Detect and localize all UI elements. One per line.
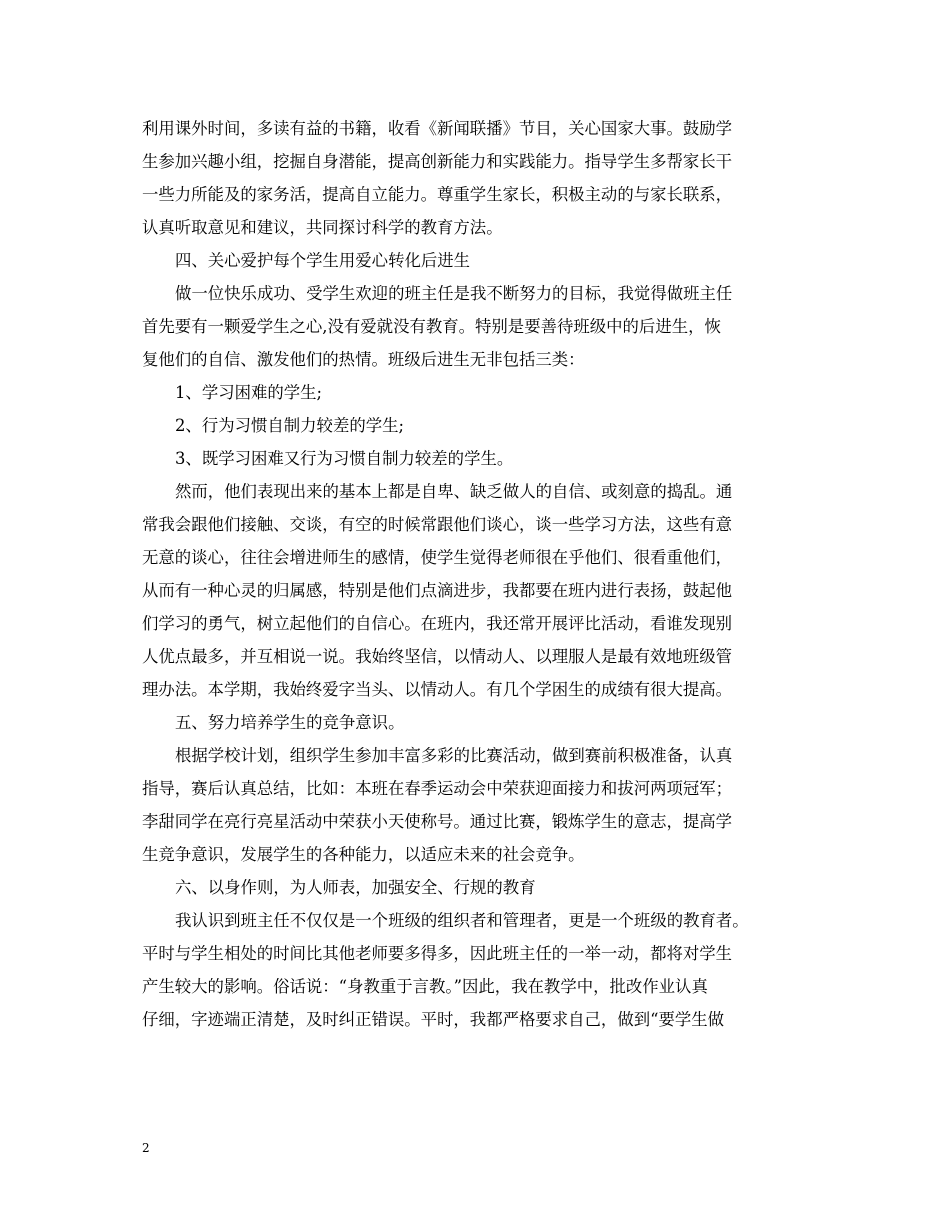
text-line: 李甜同学在亮行亮星活动中荣获小天使称号。通过比赛，锻炼学生的意志，提高学 <box>142 812 733 831</box>
text-line: 常我会跟他们接触、交谈，有空的时候常跟他们谈心，谈一些学习方法，这些有意 <box>142 515 733 534</box>
text-line: 五、努力培养学生的竞争意识。 <box>175 713 405 732</box>
page-number: 2 <box>142 1141 150 1155</box>
text-line: 一些力所能及的家务活，提高自立能力。尊重学生家长，积极主动的与家长联系， <box>142 185 733 204</box>
text-line: 从而有一种心灵的归属感，特别是他们点滴进步，我都要在班内进行表扬，鼓起他 <box>142 581 733 600</box>
text-line: 1、学习困难的学生; <box>175 383 323 402</box>
text-line: 四、关心爱护每个学生用爱心转化后进生 <box>175 251 471 270</box>
text-line: 复他们的自信、激发他们的热情。班级后进生无非包括三类： <box>142 350 585 369</box>
text-line: 指导，赛后认真总结，比如：本班在春季运动会中荣获迎面接力和拔河两项冠军； <box>142 779 733 798</box>
text-line: 根据学校计划，组织学生参加丰富多彩的比赛活动，做到赛前积极准备，认真 <box>175 746 733 765</box>
text-line: 2、行为习惯自制力较差的学生; <box>175 416 405 435</box>
text-line: 无意的谈心，往往会增进师生的感情，使学生觉得老师很在乎他们、很看重他们， <box>142 548 733 567</box>
text-line: 仔细，字迹端正清楚，及时纠正错误。平时，我都严格要求自己，做到“要学生做 <box>142 1010 725 1029</box>
text-line: 做一位快乐成功、受学生欢迎的班主任是我不断努力的目标，我觉得做班主任 <box>175 284 733 303</box>
body-text <box>142 112 812 1036</box>
text-line: 我认识到班主任不仅仅是一个班级的组织者和管理者，更是一个班级的教育者。 <box>175 911 749 930</box>
text-line: 平时与学生相处的时间比其他老师要多得多，因此班主任的一举一动，都将对学生 <box>142 944 733 963</box>
text-line: 3、既学习困难又行为习惯自制力较差的学生。 <box>175 449 514 468</box>
text-line: 们学习的勇气，树立起他们的自信心。在班内，我还常开展评比活动，看谁发现别 <box>142 614 733 633</box>
text-line: 人优点最多，并互相说一说。我始终坚信，以情动人、以理服人是最有效地班级管 <box>142 647 733 666</box>
text-line: 生竞争意识，发展学生的各种能力，以适应未来的社会竞争。 <box>142 845 585 864</box>
text-line: 理办法。本学期，我始终爱字当头、以情动人。有几个学困生的成绩有很大提高。 <box>142 680 733 699</box>
text-line: 生参加兴趣小组，挖掘自身潜能，提高创新能力和实践能力。指导学生多帮家长干 <box>142 152 733 171</box>
text-line: 六、以身作则，为人师表，加强安全、行规的教育 <box>175 878 536 897</box>
text-line: 首先要有一颗爱学生之心,没有爱就没有教育。特别是要善待班级中的后进生，恢 <box>142 317 721 336</box>
text-line: 产生较大的影响。俗话说：“身教重于言教。”因此，我在教学中，批改作业认真 <box>142 977 708 996</box>
text-line: 利用课外时间，多读有益的书籍，收看《新闻联播》节目，关心国家大事。鼓励学 <box>142 119 733 138</box>
text-line: 然而，他们表现出来的基本上都是自卑、缺乏做人的自信、或刻意的捣乱。通 <box>175 482 733 501</box>
text-line: 认真听取意见和建议，共同探讨科学的教育方法。 <box>142 218 503 237</box>
